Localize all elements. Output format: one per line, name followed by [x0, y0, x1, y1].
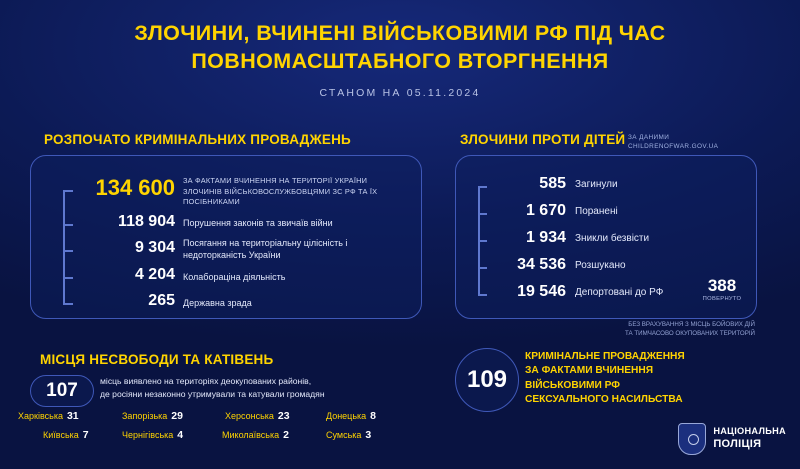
region-item-6	[222, 429, 289, 441]
children-item-2-value: 1 934	[525, 229, 566, 246]
children-footnote	[530, 320, 755, 339]
criminal-proceedings-item-0-label: Порушення законів та звичаїв війни	[183, 218, 333, 228]
police-logo-text	[713, 426, 786, 451]
as-of-date: СТАНОМ НА 05.11.2024	[319, 87, 481, 100]
region-item-2-value: 23	[277, 410, 290, 422]
children-item-0-value: 585	[539, 175, 566, 192]
page-title	[0, 0, 800, 75]
detention-description-line2: де росіяни незаконно утримували та катували громадян	[100, 388, 325, 399]
region-item-4	[43, 429, 89, 441]
section-title-detention: МІСЦЯ НЕСВОБОДИ ТА КАТІВЕНЬ	[40, 352, 274, 367]
criminal-proceedings-item-2-label: Колабораціна діяльність	[183, 272, 286, 282]
region-item-3-value: 8	[370, 410, 377, 422]
region-item-1	[122, 410, 183, 422]
detention-description	[100, 375, 440, 401]
children-item-1-label: Поранені	[575, 206, 618, 217]
criminal-proceedings-item-2-value: 4 204	[134, 266, 175, 283]
children-source-line2: CHILDRENOFWAR.GOV.UA	[628, 143, 719, 151]
region-item-2-name: Херсонська	[225, 411, 274, 421]
region-item-6-value: 2	[283, 429, 289, 441]
children-returned	[690, 277, 754, 302]
section-title-children: ЗЛОЧИНИ ПРОТИ ДІТЕЙ	[460, 132, 626, 147]
children-source-line1: ЗА ДАНИМИ	[628, 134, 670, 141]
police-logo-line2: ПОЛІЦІЯ	[713, 437, 762, 450]
criminal-proceedings-item-3-label: Державна зрада	[183, 298, 252, 308]
police-logo	[678, 423, 786, 455]
children-source	[628, 133, 758, 152]
region-item-7-value: 3	[365, 429, 372, 441]
region-item-7-name: Сумська	[326, 430, 362, 440]
detention-count: 107	[30, 375, 94, 407]
children-item-4-value: 19 546	[517, 283, 566, 300]
children-item-1-value: 1 670	[525, 202, 566, 219]
children-returned-caption: ПОВЕРНУТО	[702, 296, 742, 302]
criminal-proceedings-item-3-value: 265	[148, 292, 175, 309]
children-footnote-line2: ТА ТИМЧАСОВО ОКУПОВАНИХ ТЕРИТОРІЙ	[624, 330, 755, 338]
children-item-2-label: Зникли безвісти	[575, 233, 650, 244]
region-item-2	[225, 410, 290, 422]
region-item-0-name: Харківська	[18, 411, 63, 421]
region-item-4-name: Київська	[43, 430, 79, 440]
police-badge-icon	[678, 423, 706, 455]
region-item-1-value: 29	[171, 410, 183, 422]
detention-description-line1: місць виявлено на територіях деокупованих районів,	[100, 376, 312, 386]
sexual-violence-label-line4: СЕКСУАЛЬНОГО НАСИЛЬСТВА	[525, 394, 683, 406]
sexual-violence-label-line3: ВІЙСЬКОВИМИ РФ	[525, 379, 621, 391]
children-item-3-value: 34 536	[517, 256, 566, 273]
region-item-5-value: 4	[177, 429, 184, 441]
region-item-3	[326, 410, 376, 422]
criminal-proceedings-total-value: 134 600	[95, 175, 175, 200]
region-item-5-name: Чернігівська	[122, 430, 174, 440]
region-item-0-value: 31	[66, 410, 79, 422]
sexual-violence-label-line1: КРИМІНАЛЬНЕ ПРОВАДЖЕННЯ	[525, 351, 685, 362]
criminal-proceedings-item-1-label: Посягання на територіальну цілісність і недоторканість України	[183, 238, 348, 261]
children-item-4-label: Депортовані до РФ	[575, 287, 664, 298]
region-item-5	[122, 429, 183, 441]
sexual-violence-label	[525, 350, 755, 408]
sexual-violence-count: 109	[455, 348, 519, 412]
region-item-7	[326, 429, 371, 441]
page-title-line1: ЗЛОЧИНИ, ВЧИНЕНІ ВІЙСЬКОВИМИ РФ ПІД ЧАС	[134, 21, 666, 45]
children-returned-value: 388	[707, 276, 737, 295]
region-item-3-name: Донецька	[326, 411, 367, 421]
children-item-3-label: Розшукано	[575, 260, 626, 271]
police-logo-line1: НАЦІОНАЛЬНА	[713, 426, 786, 437]
criminal-proceedings-item-1-value: 9 304	[134, 239, 175, 256]
region-item-0	[18, 410, 79, 422]
criminal-proceedings-total-label: ЗА ФАКТАМИ ВЧИНЕННЯ НА ТЕРИТОРІЇ УКРАЇНИ ЗЛОЧИНІВ ВІЙСЬКОВОСЛУЖБОВЦЯМИ ЗС РФ ТА ЇХ ПОСІБНИКАМИ	[183, 176, 378, 207]
section-title-criminal-proceedings: РОЗПОЧАТО КРИМІНАЛЬНИХ ПРОВАДЖЕНЬ	[44, 132, 351, 147]
children-footnote-line1: БЕЗ ВРАХУВАННЯ З МІСЦЬ БОЙОВИХ ДІЙ	[628, 321, 755, 328]
region-item-1-name: Запорізька	[122, 411, 168, 421]
sexual-violence-label-line2: ЗА ФАКТАМИ ВЧИНЕННЯ	[525, 365, 654, 377]
criminal-proceedings-item-0-value: 118 904	[118, 213, 175, 230]
children-item-0-label: Загинули	[575, 179, 618, 190]
page-title-line2: ПОВНОМАСШТАБНОГО ВТОРГНЕННЯ	[191, 48, 609, 73]
region-item-6-name: Миколаївська	[222, 430, 280, 440]
region-item-4-value: 7	[82, 429, 89, 441]
